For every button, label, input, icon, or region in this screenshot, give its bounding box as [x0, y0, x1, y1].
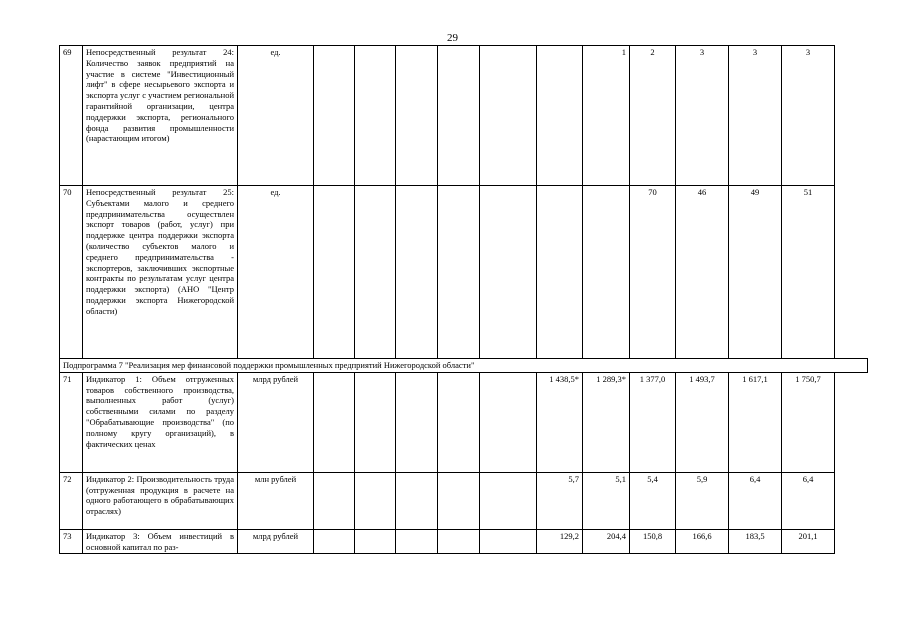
value-cell: 150,8	[630, 529, 676, 554]
empty-cell	[355, 46, 396, 186]
page-number: 29	[447, 32, 458, 44]
empty-cell	[438, 529, 480, 554]
value-cell: 1	[583, 46, 630, 186]
value-cell: 1 750,7	[782, 372, 835, 472]
value-cell: 1 493,7	[676, 372, 729, 472]
empty-cell	[355, 529, 396, 554]
value-cell: 51	[782, 186, 835, 359]
row-number: 70	[60, 186, 83, 359]
row-number: 69	[60, 46, 83, 186]
empty-cell	[314, 186, 355, 359]
value-cell: 204,4	[583, 529, 630, 554]
value-cell: 5,7	[537, 472, 583, 529]
value-cell: 5,4	[630, 472, 676, 529]
value-cell: 166,6	[676, 529, 729, 554]
unit-cell: млрд рублей	[238, 529, 314, 554]
empty-cell	[396, 472, 438, 529]
unit-cell: ед.	[238, 46, 314, 186]
empty-cell	[355, 186, 396, 359]
empty-cell	[438, 372, 480, 472]
empty-cell	[480, 372, 537, 472]
empty-cell	[396, 186, 438, 359]
empty-cell	[480, 46, 537, 186]
value-cell: 2	[630, 46, 676, 186]
empty-cell	[396, 46, 438, 186]
subprogram-title: Подпрограмма 7 "Реализация мер финансовой поддержки промышленных предприятий Нижегородской области"	[60, 359, 868, 373]
empty-cell	[314, 472, 355, 529]
value-cell: 1 377,0	[630, 372, 676, 472]
value-cell: 1 617,1	[729, 372, 782, 472]
empty-cell	[314, 46, 355, 186]
subprogram-row	[60, 359, 868, 373]
unit-cell: млн рублей	[238, 472, 314, 529]
value-cell	[537, 46, 583, 186]
indicator-description: Индикатор 1: Объем отгруженных товаров собственного производства, выполненных работ (услуг) собственными силами по разделу "Обрабатывающие производства" (по полному кругу организаций), в фактических ценах	[83, 372, 238, 472]
value-cell: 1 438,5*	[537, 372, 583, 472]
value-cell: 49	[729, 186, 782, 359]
row-number: 72	[60, 472, 83, 529]
indicator-description: Непосредственный результат 24: Количество заявок предприятий на участие в системе "Инвестиционный лифт" в сфере несырьевого экспорта и экспорта услуг с участием региональной гарантийной организации, центра поддержки экспорта, регионального фонда развития промышленности (нарастающим итогом)	[83, 46, 238, 186]
empty-cell	[355, 372, 396, 472]
table-row	[60, 529, 868, 554]
table-row	[60, 46, 868, 186]
table-row	[60, 372, 868, 472]
indicator-description: Индикатор 3: Объем инвестиций в основной капитал по раз-	[83, 529, 238, 554]
value-cell: 183,5	[729, 529, 782, 554]
value-cell: 201,1	[782, 529, 835, 554]
value-cell: 1 289,3*	[583, 372, 630, 472]
empty-cell	[438, 46, 480, 186]
empty-cell	[438, 472, 480, 529]
value-cell	[537, 186, 583, 359]
value-cell: 3	[729, 46, 782, 186]
empty-cell	[438, 186, 480, 359]
row-number: 73	[60, 529, 83, 554]
value-cell: 6,4	[729, 472, 782, 529]
empty-cell	[480, 186, 537, 359]
indicator-description: Индикатор 2: Производительность труда (отгруженная продукция в расчете на одного работающего в обрабатывающих отраслях)	[83, 472, 238, 529]
unit-cell: ед.	[238, 186, 314, 359]
value-cell: 3	[782, 46, 835, 186]
value-cell: 5,1	[583, 472, 630, 529]
indicator-table	[59, 45, 868, 554]
empty-cell	[396, 529, 438, 554]
empty-cell	[480, 472, 537, 529]
value-cell: 3	[676, 46, 729, 186]
unit-cell: млрд рублей	[238, 372, 314, 472]
value-cell: 5,9	[676, 472, 729, 529]
row-number: 71	[60, 372, 83, 472]
table-row	[60, 186, 868, 359]
empty-cell	[314, 372, 355, 472]
value-cell: 46	[676, 186, 729, 359]
empty-cell	[396, 372, 438, 472]
table-row	[60, 472, 868, 529]
value-cell: 6,4	[782, 472, 835, 529]
value-cell: 70	[630, 186, 676, 359]
empty-cell	[480, 529, 537, 554]
indicator-description: Непосредственный результат 25: Субъектами малого и среднего предпринимательства осуществлен экспорт товаров (работ, услуг) при поддержке центра поддержки экспорта (количество субъектов малого и среднего предпринимательства - экспортеров, заключивших экспортные контракты по результатам услуг центра поддержки экспорта) (АНО "Центр поддержки экспорта Нижегородской области)	[83, 186, 238, 359]
empty-cell	[314, 529, 355, 554]
empty-cell	[355, 472, 396, 529]
value-cell	[583, 186, 630, 359]
value-cell: 129,2	[537, 529, 583, 554]
